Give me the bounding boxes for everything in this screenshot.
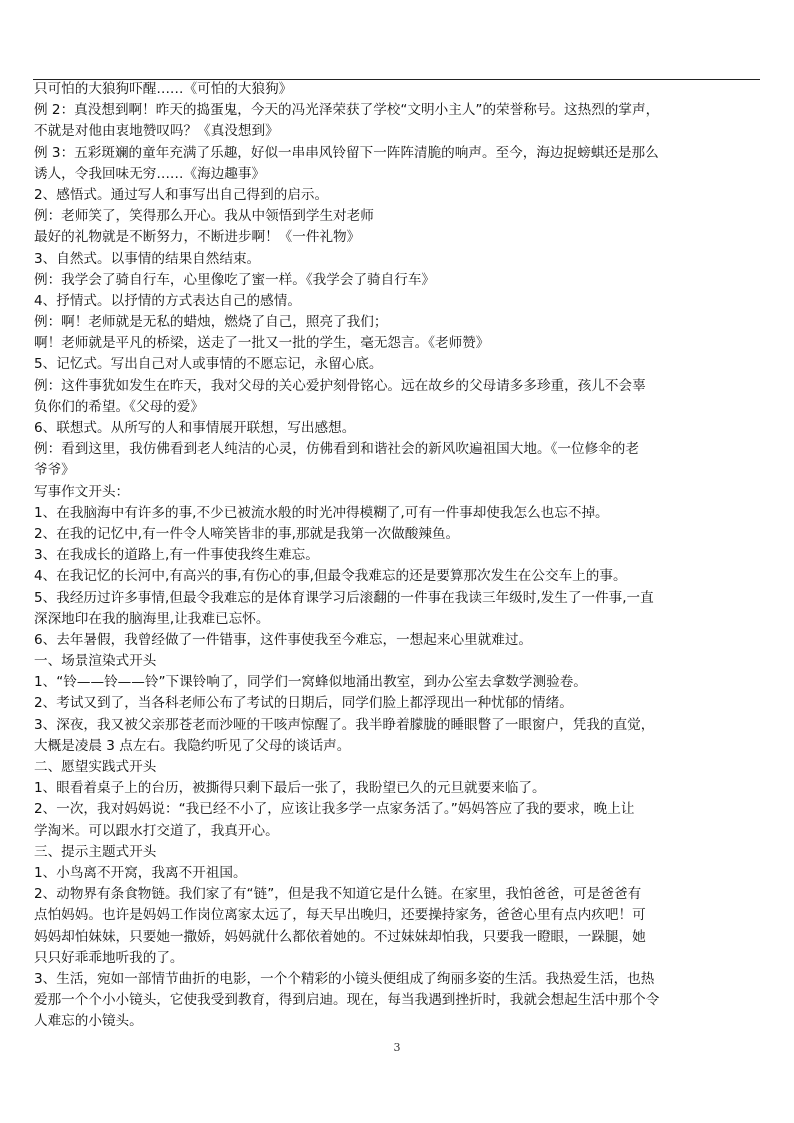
text-line: 5、记忆式。写出自己对人或事情的不愿忘记，永留心底。 bbox=[34, 356, 383, 373]
text-line: 例 3：五彩斑斓的童年充满了乐趣，好似一串串风铃留下一阵阵清脆的响声。至今，海边捉螃蜞还是那么 bbox=[34, 144, 659, 161]
text-line: 例：这件事犹如发生在昨天，我对父母的关心爱护刻骨铭心。远在故乡的父母请多多珍重，孩儿不会辜 bbox=[34, 377, 646, 394]
text-line: 深深地印在我的脑海里,让我难已忘怀。 bbox=[34, 610, 270, 627]
text-line: 写事作文开头： bbox=[34, 483, 130, 500]
text-line: 4、在我记忆的长河中,有高兴的事,有伤心的事,但最令我难忘的还是要算那次发生在公交车上的事。 bbox=[34, 568, 627, 585]
text-line: 例 2：真没想到啊！昨天的捣蛋鬼，今天的冯光泽荣获了学校“文明小主人”的荣誉称号。这热烈的掌声， bbox=[34, 102, 660, 119]
text-line: 3、自然式。以事情的结果自然结束。 bbox=[34, 250, 261, 267]
text-line: 只只好乖乖地听我的了。 bbox=[34, 949, 184, 966]
page-number: 3 bbox=[393, 1041, 401, 1054]
text-line: 3、生活，宛如一部情节曲折的电影，一个个精彩的小镜头便组成了绚丽多姿的生活。我热爱生活，也热 bbox=[34, 970, 655, 987]
text-line: 例：看到这里，我仿佛看到老人纯洁的心灵，仿佛看到和谐社会的新风吹遍祖国大地。《一位修伞的老 bbox=[34, 441, 639, 458]
text-line: 1、眼看着桌子上的台历，被撕得只剩下最后一张了，我盼望已久的元旦就要来临了。 bbox=[34, 780, 546, 797]
text-line: 一、场景渲染式开头 bbox=[34, 653, 157, 670]
text-line: 例：啊！老师就是无私的蜡烛，燃烧了自己，照亮了我们； bbox=[34, 314, 388, 331]
text-line: 人难忘的小镜头。 bbox=[34, 1013, 143, 1030]
text-line: 三、提示主题式开头 bbox=[34, 843, 157, 860]
text-line: 5、我经历过许多事情,但最令我难忘的是体育课学习后滚翻的一件事在我读三年级时,发生了一件事,一直 bbox=[34, 589, 654, 606]
text-line: 爱那一个个小小镜头，它使我受到教育，得到启迪。现在，每当我遇到挫折时，我就会想起生活中那个令 bbox=[34, 992, 660, 1009]
text-line: 妈妈却怕妹妹，只要她一撒娇，妈妈就什么都依着她的。不过妹妹却怕我，只要我一瞪眼，一跺腿，她 bbox=[34, 928, 646, 945]
text-line: 2、一次，我对妈妈说：“我已经不小了，应该让我多学一点家务活了。”妈妈答应了我的要求，晚上让 bbox=[34, 801, 635, 818]
text-line: 爷爷》 bbox=[34, 462, 75, 479]
text-line: 学淘米。可以跟水打交道了，我真开心。 bbox=[34, 822, 279, 839]
text-line: 2、感悟式。通过写人和事写出自己得到的启示。 bbox=[34, 186, 329, 203]
text-line: 1、在我脑海中有许多的事,不少已被流水般的时光冲得模糊了,可有一件事却使我怎么也忘不掉。 bbox=[34, 504, 609, 521]
text-line: 例：老师笑了，笑得那么开心。我从中领悟到学生对老师 bbox=[34, 208, 374, 225]
text-line: 诱人，令我回味无穷……《海边趣事》 bbox=[34, 165, 266, 182]
text-line: 2、在我的记忆中,有一件令人啼笑皆非的事,那就是我第一次做酸辣鱼。 bbox=[34, 525, 460, 542]
text-line: 二、愿望实践式开头 bbox=[34, 759, 157, 775]
text-line: 2、考试又到了，当各科老师公布了考试的日期后，同学们脸上都浮现出一种忧郁的情绪。 bbox=[34, 695, 573, 712]
text-line: 例：我学会了骑自行车，心里像吃了蜜一样。《我学会了骑自行车》 bbox=[34, 271, 436, 288]
text-line: 1、小鸟离不开窝，我离不开祖国。 bbox=[34, 864, 247, 881]
document-body bbox=[34, 79, 764, 1032]
text-line: 点怕妈妈。也许是妈妈工作岗位离家太远了，每天早出晚归，还要操持家务，爸爸心里有点内疚吧！可 bbox=[34, 907, 646, 924]
text-line: 最好的礼物就是不断努力，不断进步啊！《一件礼物》 bbox=[34, 229, 361, 246]
text-line: 2、动物界有条食物链。我们家了有“链”，但是我不知道它是什么链。在家里，我怕爸爸，可是爸爸有 bbox=[34, 886, 642, 903]
text-line: 4、抒情式。以抒情的方式表达自己的感情。 bbox=[34, 292, 301, 309]
text-line: 3、在我成长的道路上,有一件事使我终生难忘。 bbox=[34, 547, 319, 564]
text-line: 6、去年暑假，我曾经做了一件错事，这件事使我至今难忘，一想起来心里就难过。 bbox=[34, 631, 533, 648]
text-line: 3、深夜，我又被父亲那苍老而沙哑的干咳声惊醒了。我半睁着朦胧的睡眼瞥了一眼窗户，凭我的直觉， bbox=[34, 716, 655, 733]
text-line: 1、“铃——铃——铃”下课铃响了，同学们一窝蜂似地涌出教室，到办公室去拿数学测验卷。 bbox=[34, 674, 587, 691]
text-line: 不就是对他由衷地赞叹吗？《真没想到》 bbox=[34, 123, 279, 140]
text-line: 啊！老师就是平凡的桥梁，送走了一批又一批的学生，毫无怨言。《老师赞》 bbox=[34, 335, 490, 352]
text-line: 6、联想式。从所写的人和事情展开联想，写出感想。 bbox=[34, 420, 356, 436]
text-line: 负你们的希望。《父母的爱》 bbox=[34, 398, 204, 415]
text-line: 只可怕的大狼狗吓醒……《可怕的大狼狗》 bbox=[34, 81, 293, 97]
text-line: 大概是凌晨 3 点左右。我隐约听见了父母的谈话声。 bbox=[34, 737, 351, 754]
